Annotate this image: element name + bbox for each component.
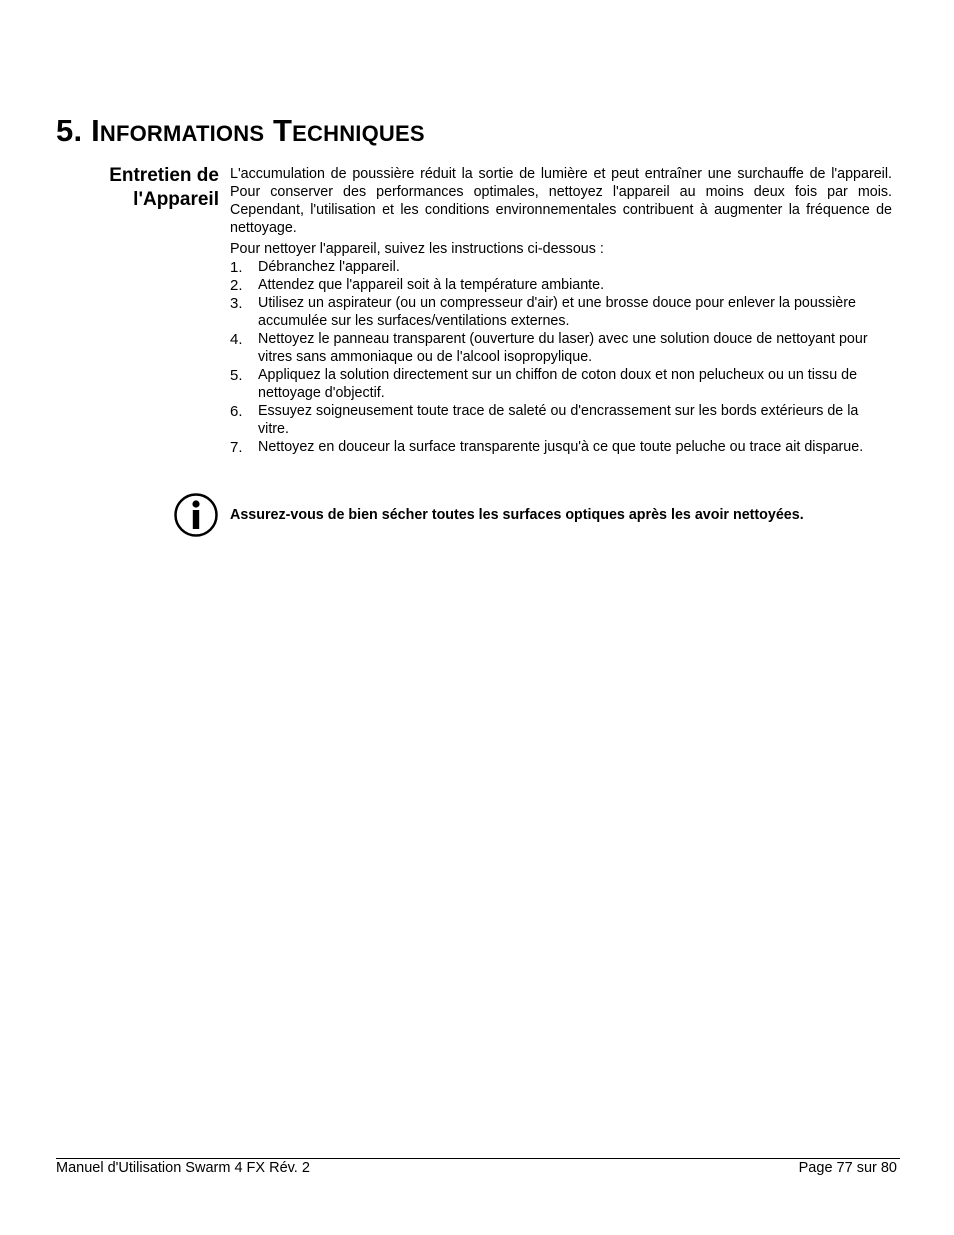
footer-divider bbox=[56, 1158, 900, 1159]
info-icon bbox=[174, 493, 218, 537]
step-number: 1. bbox=[230, 259, 243, 276]
step-number: 5. bbox=[230, 367, 243, 384]
section-heading bbox=[60, 164, 219, 212]
footer-document-title: Manuel d'Utilisation Swarm 4 FX Rév. 2 bbox=[56, 1160, 310, 1176]
section-heading-line1: Entretien de bbox=[109, 165, 219, 186]
step-text: Appliquez la solution directement sur un chiffon de coton doux et non pelucheux ou un tissu de nettoyage d'objectif. bbox=[258, 367, 858, 401]
step-number: 6. bbox=[230, 403, 243, 420]
list-item bbox=[230, 402, 892, 438]
step-text: Utilisez un aspirateur (ou un compresseur d'air) et une brosse douce pour enlever la poussière accumulée sur les surfaces/ventilations externes. bbox=[258, 295, 856, 329]
list-item bbox=[230, 276, 892, 294]
instructions-lead: Pour nettoyer l'appareil, suivez les instructions ci-dessous : bbox=[230, 241, 604, 257]
step-text: Nettoyez le panneau transparent (ouverture du laser) avec une solution douce de nettoyant pour vitres sans ammoniaque ou de l'alcool isopropylique. bbox=[258, 331, 868, 365]
step-number: 4. bbox=[230, 331, 243, 348]
note-text: Assurez-vous de bien sécher toutes les surfaces optiques après les avoir nettoyées. bbox=[230, 507, 804, 523]
list-item bbox=[230, 258, 892, 276]
step-number: 7. bbox=[230, 439, 243, 456]
step-text: Attendez que l'appareil soit à la température ambiante. bbox=[258, 277, 605, 293]
step-text: Débranchez l'appareil. bbox=[258, 259, 400, 275]
footer-page-number: Page 77 sur 80 bbox=[798, 1160, 897, 1176]
cleaning-steps-list bbox=[230, 258, 892, 456]
section-body bbox=[230, 165, 892, 456]
list-item bbox=[230, 330, 892, 366]
section-heading-line2: l'Appareil bbox=[133, 189, 219, 210]
list-item bbox=[230, 438, 892, 456]
chapter-title: 5. Informations Techniques bbox=[56, 113, 425, 148]
step-text: Nettoyez en douceur la surface transparente jusqu'à ce que toute peluche ou trace ait disparue. bbox=[258, 439, 864, 455]
list-item bbox=[230, 366, 892, 402]
step-number: 3. bbox=[230, 295, 243, 312]
step-text: Essuyez soigneusement toute trace de saleté ou d'encrassement sur les bords extérieurs de la vitre. bbox=[258, 403, 859, 437]
intro-paragraph: L'accumulation de poussière réduit la sortie de lumière et peut entraîner une surchauffe de l'appareil. Pour conserver des performances optimales, nettoyez l'appareil au moins deux fois par mois. Cependant, l'utilisation et les conditions environnementales contribuent à augmenter la fréquence de nettoyage. bbox=[230, 166, 892, 236]
list-item bbox=[230, 294, 892, 330]
step-number: 2. bbox=[230, 277, 243, 294]
